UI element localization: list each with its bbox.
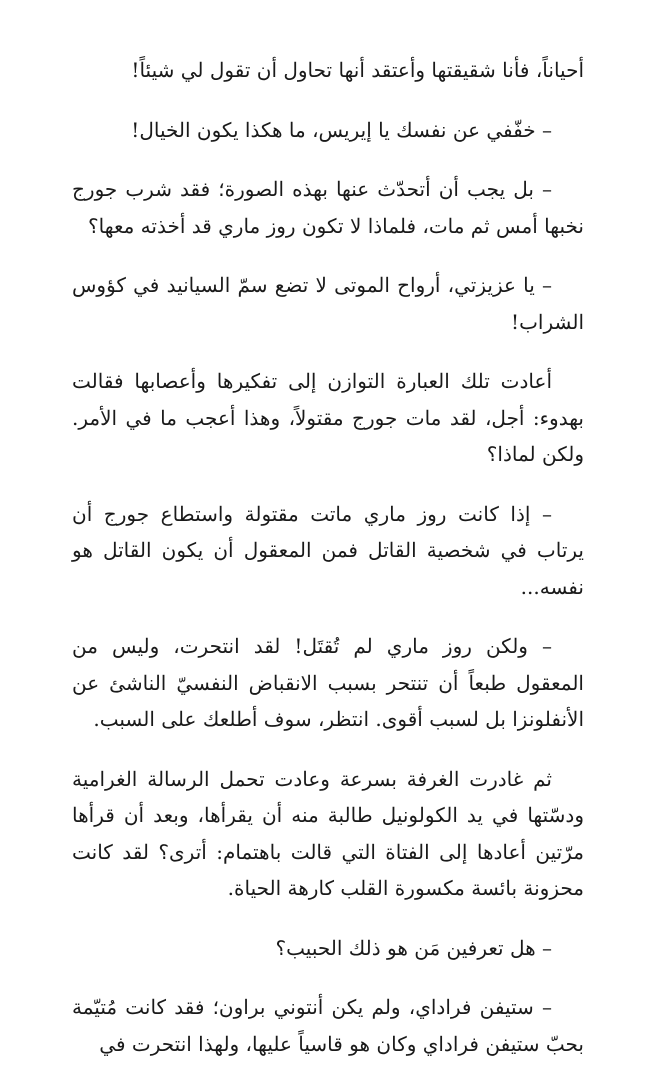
paragraph-10: – ستيفن فراداي، ولم يكن أنتوني براون؛ فقد كانت مُتيّمة بحبّ ستيفن فراداي وكان هو قاسياً عليها، ولهذا انتحرت في xyxy=(72,995,584,1056)
paragraph-7: – ولكن روز ماري لم تُقتَل! لقد انتحرت، وليس من المعقول طبعاً أن تنتحر بسبب الانقباض النفسيّ الناشئ عن الأنفلونزا بل لسبب أقوى. انتظر، سوف أطلعك على السبب. xyxy=(72,634,584,731)
paragraph-4: – يا عزيزتي، أرواح الموتى لا تضع سمّ السيانيد في كؤوس الشراب! xyxy=(72,273,584,334)
paragraph-3: – بل يجب أن أتحدّث عنها بهذه الصورة؛ فقد شرب جورج نخبها أمس ثم مات، فلماذا لا تكون روز ماري قد أخذته معها؟ xyxy=(72,177,584,238)
paragraph-6: – إذا كانت روز ماري ماتت مقتولة واستطاع جورج أن يرتاب في شخصية القاتل فمن المعقول أن يكون القاتل هو نفسه... xyxy=(72,501,584,599)
paragraph-1: أحياناً، فأنا شقيقتها وأعتقد أنها تحاول أن تقول لي شيئاً! xyxy=(131,58,584,82)
paragraph-2: – خفّفي عن نفسك يا إيريس، ما هكذا يكون الخيال! xyxy=(131,117,552,142)
paragraph-8: ثم غادرت الغرفة بسرعة وعادت تحمل الرسالة الغرامية ودسّتها في يد الكولونيل طالبة منه أن يقرأها، وبعد أن قرأها مرّتين أعادها إلى الفتاة التي قالت باهتمام: أترى؟ لقد كانت محزونة بائسة مكسورة القلب كارهة الحياة. xyxy=(72,766,584,900)
paragraph-9: – هل تعرفين مَن هو ذلك الحبيب؟ xyxy=(275,935,552,960)
book-page xyxy=(72,52,584,1085)
paragraph-5: أعادت تلك العبارة التوازن إلى تفكيرها وأعصابها فقالت بهدوء: أجل، لقد مات جورج مقتولاً، وهذا أعجب ما في الأمر. ولكن لماذا؟ xyxy=(72,369,585,466)
